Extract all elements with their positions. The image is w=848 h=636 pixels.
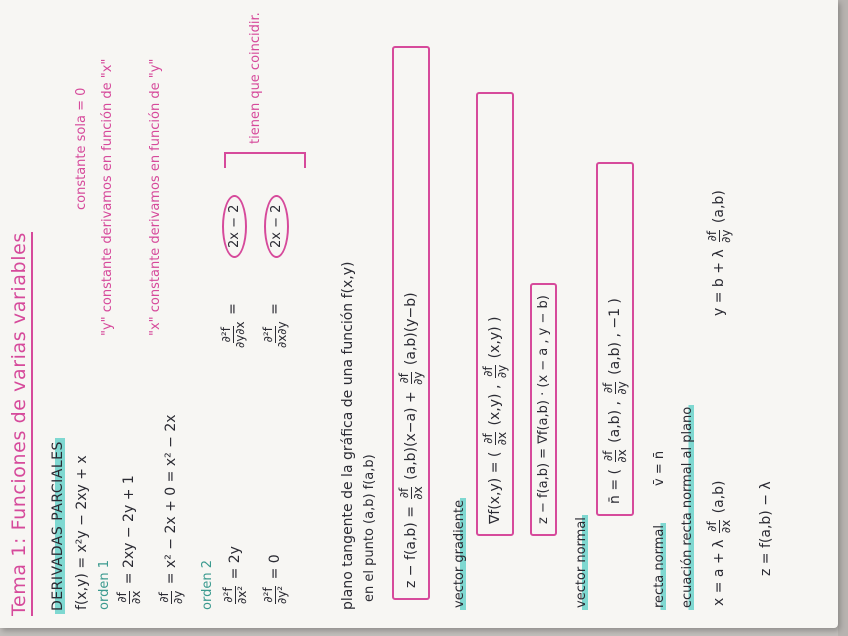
d2fdx2-row: ∂²f ∂x² = 2y	[221, 546, 249, 604]
order2-label: orden 2	[200, 560, 215, 610]
gradient-formula: ∇f(x,y) = ( ∂f ∂x (x,y) , ∂f ∂y (x,y) )	[476, 92, 514, 536]
note-y-constant: "y" constante derivamos en función de "x"	[100, 58, 115, 336]
mixed-value-yx: 2x − 2	[222, 195, 247, 258]
function-definition: f(x,y) = x²y − 2xy + x	[74, 455, 90, 610]
normal-heading: vector normal	[574, 517, 589, 608]
gradient-heading: vector gradiente	[452, 499, 467, 608]
order1-label: orden 1	[97, 560, 112, 610]
normal-line-equation-heading: ecuación recta normal al plano	[680, 406, 695, 608]
tangent-plane-heading: plano tangente de la gráfica de una función f(x,y)	[340, 261, 356, 610]
normal-line-label: recta normal	[652, 525, 667, 608]
page-title: Tema 1: Funciones de varias variables	[8, 232, 33, 616]
normal-line-z: z = f(a,b) − λ	[758, 481, 774, 576]
normal-line-y: y = b + λ ∂f ∂y (a,b)	[705, 190, 733, 316]
mixed-derivative-yx: ∂²f ∂y∂x =	[219, 303, 247, 348]
note-x-constant: "x" constante derivamos en función de "y"	[148, 58, 163, 336]
dfdx-row: ∂f ∂x = 2xy − 2y + 1	[115, 475, 143, 604]
tangent-point: en el punto (a,b) f(a,b)	[362, 454, 377, 602]
mixed-derivative-xy: ∂²f ∂x∂y =	[261, 303, 289, 348]
coincide-brace	[224, 152, 306, 168]
normal-line-x: x = a + λ ∂f ∂x (a,b)	[705, 480, 733, 606]
const-only-note: constante sola = 0	[74, 87, 89, 210]
normal-vector-formula: n̄ = ( ∂f ∂x (a,b) , ∂f ∂y (a,b) , −1 )	[596, 162, 634, 516]
tangent-plane-formula: z − f(a,b) = ∂f ∂x (a,b)(x−a) + ∂f ∂y (a,b)(y−b)	[392, 46, 430, 600]
dfdy-row: ∂f ∂y = x² − 2x + 0 = x² − 2x	[157, 414, 185, 604]
coincide-note: tienen que coincidir.	[248, 12, 263, 144]
gradient-plane-equation: z − f(a,b) = ∇f(a,b) · (x − a , y − b)	[530, 283, 557, 536]
partial-heading: DERIVADAS PARCIALES	[50, 438, 66, 614]
mixed-value-xy: 2x − 2	[264, 195, 289, 258]
d2fdy2-row: ∂²f ∂y² = 0	[261, 554, 289, 604]
direction-vector: v̄ = n̄	[652, 450, 667, 486]
